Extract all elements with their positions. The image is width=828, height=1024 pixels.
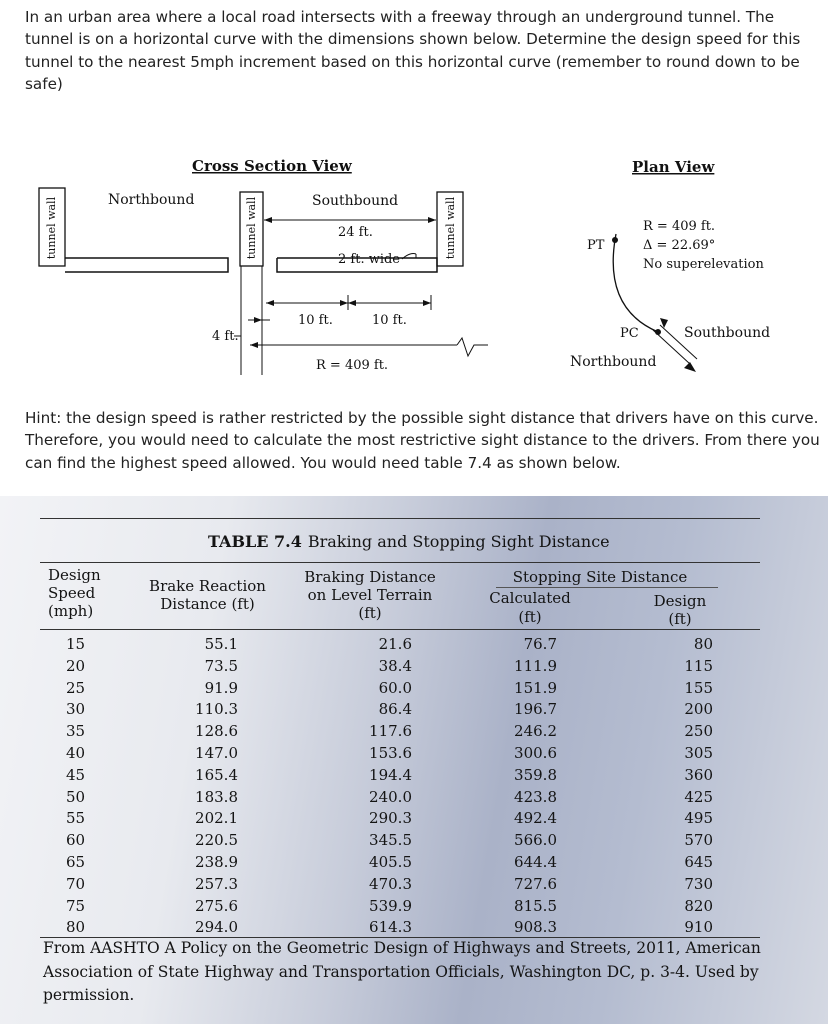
svg-text:tunnel wall: tunnel wall [45, 196, 58, 260]
table-cell: 91.9 [204, 678, 238, 697]
table-cell: 60.0 [378, 678, 412, 697]
table-cell: 202.1 [195, 809, 238, 828]
tunnel-diagram [0, 140, 828, 380]
table-cell: 30 [66, 700, 86, 719]
table-cell: 147.0 [195, 744, 238, 762]
table-cell: 614.3 [369, 918, 412, 937]
table-cell: 165.4 [195, 765, 238, 784]
table-cell: 151.9 [514, 678, 557, 697]
table-cell: 492.4 [514, 809, 557, 828]
table-cell: 539.9 [369, 896, 412, 915]
table-cell: 40 [66, 744, 86, 762]
table-cell: 300.6 [514, 744, 557, 762]
table-cell: 305 [684, 744, 713, 762]
table-cell: 246.2 [514, 722, 557, 741]
question-text: In an urban area where a local road intersects with a freeway through an underground tunnel. The tunnel is on a horizontal curve with the dimensions shown below. Determine the design speed for this tunnel to the nearest 5mph increment based on this horizontal curve (remember to round down to be safe) [25, 8, 801, 94]
table-cell: 20 [66, 656, 86, 675]
col-braking-distance-header: Braking Distance on Level Terrain (ft) [304, 568, 436, 622]
table-cell: 86.4 [378, 700, 412, 719]
plan-radius: R = 409 ft. [643, 219, 716, 234]
wide-2-label: 2 ft. wide [338, 252, 401, 267]
pt-label: PT [587, 238, 605, 253]
table-cell: 908.3 [514, 918, 557, 937]
svg-text:tunnel wall: tunnel wall [444, 196, 457, 260]
hint-text: Hint: the design speed is rather restricted by the possible sight distance that drivers have on this curve. Therefore, you would need to calculate the most restrictive sight distance to the drivers. From there you can find the highest speed allowed. You would need table 7.4 as shown below. [25, 409, 820, 472]
table-cell: 240.0 [369, 787, 412, 806]
table-cell: 153.6 [369, 744, 412, 762]
table-cell: 257.3 [195, 874, 238, 893]
table-cell: 55.1 [204, 635, 238, 653]
table-cell: 425 [684, 787, 713, 806]
radius-label: R = 409 ft. [316, 358, 389, 373]
pc-label: PC [620, 326, 639, 341]
table-cell: 423.8 [514, 787, 557, 806]
table-source: From AASHTO A Policy on the Geometric Design of Highways and Streets, 2011, American Association of State Highway and Transportation Officials, Washington DC, p. 3-4. Used by permission. [43, 939, 761, 1004]
plan-northbound: Northbound [570, 354, 657, 370]
table-cell: 35 [66, 722, 86, 741]
table-cell: 115 [684, 656, 713, 675]
table-cell: 65 [66, 853, 86, 871]
table-cell: 15 [66, 635, 86, 653]
tunnel-wall-left [39, 188, 65, 266]
dim-10a-label: 10 ft. [298, 313, 333, 328]
col-design-header: Design (ft) [653, 592, 707, 628]
table-cell: 570 [684, 831, 713, 850]
table-cell: 645 [684, 853, 713, 871]
table-cell: 200 [684, 700, 713, 719]
col-design-speed-header: Design Speed (mph) [48, 566, 101, 620]
width-24-label: 24 ft. [338, 225, 373, 240]
table-cell: 45 [66, 765, 86, 784]
table-cell: 76.7 [523, 635, 557, 653]
table-cell: 50 [66, 787, 86, 806]
table-cell: 815.5 [514, 896, 557, 915]
col-brake-reaction-header: Brake Reaction Distance (ft) [149, 577, 266, 613]
table-cell: 194.4 [369, 765, 412, 784]
svg-text:tunnel wall: tunnel wall [245, 196, 258, 260]
table-cell: 275.6 [195, 896, 238, 915]
northbound-label: Northbound [108, 192, 195, 208]
table-cell: 359.8 [514, 765, 557, 784]
table-cell: 75 [66, 896, 86, 915]
table-cell: 220.5 [195, 831, 238, 850]
southbound-label: Southbound [312, 193, 399, 209]
col-calculated-header: Calculated (ft) [489, 589, 571, 626]
table-cell: 70 [66, 874, 86, 893]
plan-superelevation: No superelevation [643, 257, 764, 272]
plan-delta: Δ = 22.69° [643, 238, 716, 253]
table-cell: 820 [684, 896, 713, 915]
table-cell: 345.5 [369, 831, 412, 850]
plan-southbound: Southbound [684, 325, 771, 341]
table-cell: 21.6 [378, 635, 412, 653]
table-cell: 155 [684, 678, 713, 697]
table-cell: 294.0 [195, 918, 238, 937]
table-title: TABLE 7.4 Braking and Stopping Sight Distance [208, 532, 610, 551]
table-photo [0, 496, 828, 1024]
table-cell: 38.4 [378, 656, 412, 675]
table-cell: 566.0 [514, 831, 557, 850]
table-cell: 495 [684, 809, 713, 828]
table-cell: 360 [684, 765, 713, 784]
dim-10b-label: 10 ft. [372, 313, 407, 328]
table-cell: 111.9 [514, 656, 557, 675]
table-cell: 238.9 [195, 853, 238, 871]
table-cell: 730 [684, 874, 713, 893]
table-cell: 60 [66, 831, 86, 850]
tunnel-wall-right [437, 192, 463, 266]
cross-section-title: Cross Section View [192, 157, 352, 175]
table-cell: 80 [66, 918, 86, 937]
table-cell: 727.6 [514, 874, 557, 893]
table-cell: 290.3 [369, 809, 412, 828]
table-cell: 55 [66, 809, 86, 828]
table-cell: 470.3 [369, 874, 412, 893]
tunnel-wall-median [240, 192, 263, 266]
table-cell: 110.3 [195, 700, 238, 719]
table-cell: 644.4 [514, 853, 557, 871]
table-cell: 128.6 [195, 722, 238, 741]
table-cell: 910 [684, 918, 713, 937]
col-stopping-header: Stopping Site Distance [512, 568, 688, 586]
table-cell: 80 [693, 635, 713, 653]
table-cell: 196.7 [514, 700, 557, 719]
table-cell: 183.8 [195, 787, 238, 806]
table-cell: 405.5 [369, 853, 412, 871]
table-cell: 250 [684, 722, 713, 741]
dim-4-label: 4 ft. [212, 329, 239, 344]
table-cell: 25 [66, 678, 86, 697]
northbound-deck [65, 258, 228, 272]
plan-view-title: Plan View [632, 158, 715, 176]
table-cell: 73.5 [204, 656, 238, 675]
table-cell: 117.6 [369, 722, 412, 741]
